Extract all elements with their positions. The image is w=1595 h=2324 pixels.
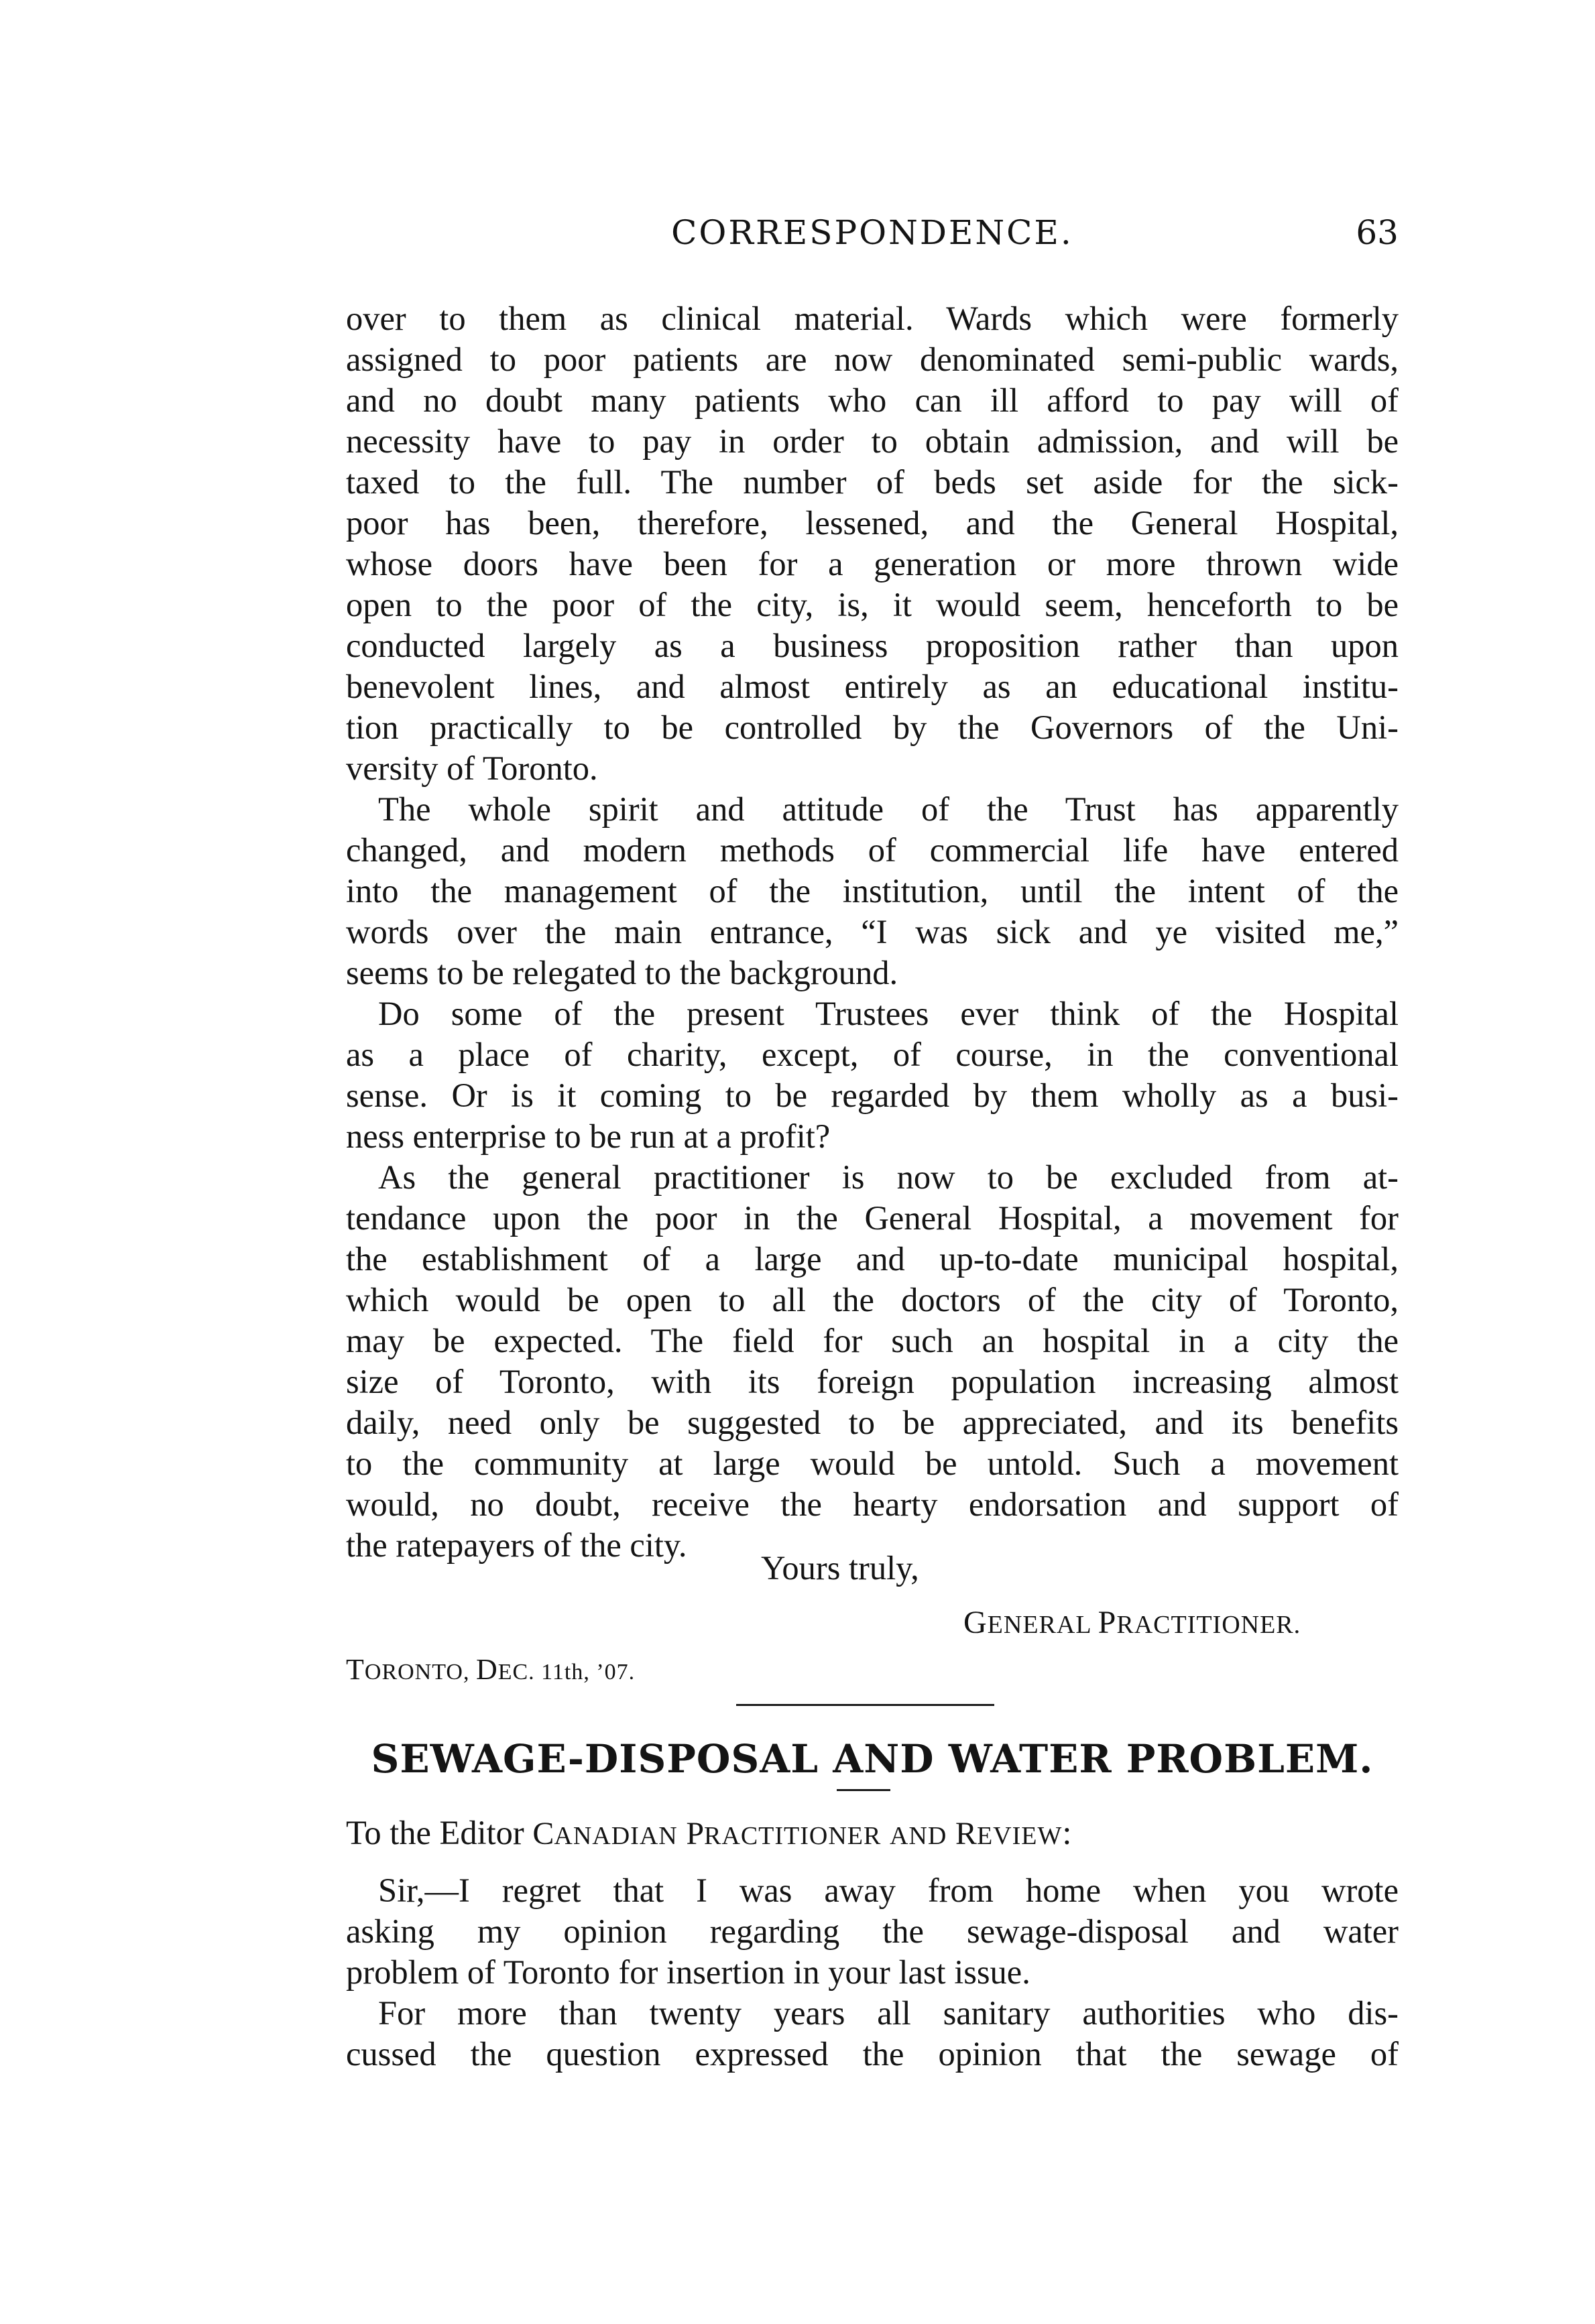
heading-underline xyxy=(837,1789,890,1791)
signature-word: RACTITIONER. xyxy=(1116,1611,1301,1639)
text-line: whose doors have been for a generation or more thrown wide xyxy=(346,545,1399,583)
paragraph-start: Do some of the present Trustees ever think of the Hospital xyxy=(378,995,1399,1032)
salutation-word: ANADIAN xyxy=(554,1822,678,1850)
text-line: assigned to poor patients are now denominated semi-public wards, xyxy=(346,341,1399,378)
text-line: tion practically to be controlled by the Governors of the Uni- xyxy=(346,709,1399,746)
text-line: poor has been, therefore, lessened, and the General Hospital, xyxy=(346,504,1399,542)
letter-closing: Yours truly, xyxy=(761,1549,919,1587)
salutation-initial: C xyxy=(532,1816,554,1851)
paragraph-start: For more than twenty years all sanitary authorities who dis- xyxy=(378,1994,1399,2032)
text-line: may be expected. The field for such an hospital in a city the xyxy=(346,1322,1399,1359)
dateline-initial: D xyxy=(475,1653,498,1686)
running-head xyxy=(346,213,1399,260)
text-line: benevolent lines, and almost entirely as an educational institu- xyxy=(346,668,1399,705)
text-line: and no doubt many patients who can ill afford to pay will of xyxy=(346,381,1399,419)
text-line: open to the poor of the city, is, it would seem, henceforth to be xyxy=(346,586,1399,623)
text-line: ness enterprise to be run at a profit? xyxy=(346,1117,831,1155)
letter-signature xyxy=(963,1604,1301,1641)
text-line: to the community at large would be untold. Such a movement xyxy=(346,1445,1399,1482)
salutation-word: EVIEW xyxy=(976,1822,1063,1850)
text-line: the establishment of a large and up-to-date municipal hospital, xyxy=(346,1240,1399,1278)
signature-initial: G xyxy=(963,1605,988,1640)
salutation-initial: P xyxy=(686,1816,705,1851)
text-line: changed, and modern methods of commercial life have entered xyxy=(346,831,1399,869)
salutation-prefix: To the Editor xyxy=(346,1814,533,1851)
dateline-month: EC. xyxy=(497,1660,535,1685)
salutation-suffix: : xyxy=(1062,1814,1072,1851)
text-line: sense. Or is it coming to be regarded by them wholly as a busi- xyxy=(346,1077,1399,1114)
salutation-word: RACTITIONER xyxy=(704,1822,882,1850)
salutation-initial: R xyxy=(955,1816,977,1851)
section-heading: SEWAGE-DISPOSAL AND WATER PROBLEM. xyxy=(371,1736,1374,1782)
page-number: 63 xyxy=(1356,213,1399,252)
letter-body xyxy=(346,298,1399,1566)
letter-dateline xyxy=(346,1652,635,1687)
section-divider xyxy=(736,1704,994,1706)
salutation xyxy=(346,1813,1071,1852)
text-line: size of Toronto, with its foreign population increasing almost xyxy=(346,1363,1399,1400)
salutation-word: AND xyxy=(889,1822,947,1850)
text-line: daily, need only be suggested to be appreciated, and its benefits xyxy=(346,1404,1399,1441)
text-line: versity of Toronto. xyxy=(346,749,598,787)
dateline-place: ORONTO, xyxy=(364,1660,470,1685)
text-line: into the management of the institution, until the intent of the xyxy=(346,872,1399,910)
text-line: over to them as clinical material. Wards which were formerly xyxy=(346,300,1399,337)
text-line: cussed the question expressed the opinion that the sewage of xyxy=(346,2035,1399,2073)
second-letter-body xyxy=(346,1870,1399,2075)
text-line: words over the main entrance, “I was sick and ye visited me,” xyxy=(346,913,1399,951)
paragraph-start: Sir,—I regret that I was away from home when you wrote xyxy=(378,1872,1399,1909)
signature-initial: P xyxy=(1098,1605,1117,1640)
text-line: tendance upon the poor in the General Hospital, a movement for xyxy=(346,1199,1399,1237)
text-line: conducted largely as a business proposition rather than upon xyxy=(346,627,1399,664)
text-line: asking my opinion regarding the sewage-disposal and water xyxy=(346,1912,1399,1950)
text-line: seems to be relegated to the background. xyxy=(346,954,898,991)
paragraph-start: As the general practitioner is now to be excluded from at- xyxy=(378,1158,1399,1196)
running-title: CORRESPONDENCE. xyxy=(671,213,1073,252)
text-line: taxed to the full. The number of beds set aside for the sick- xyxy=(346,463,1399,501)
paragraph-start: The whole spirit and attitude of the Trust has apparently xyxy=(378,790,1399,828)
dateline-initial: T xyxy=(346,1653,365,1686)
text-line: problem of Toronto for insertion in your last issue. xyxy=(346,1953,1030,1991)
dateline-day: 11th, ’07. xyxy=(541,1660,636,1685)
text-line: which would be open to all the doctors of the city of Toronto, xyxy=(346,1281,1399,1319)
signature-word: ENERAL xyxy=(987,1611,1091,1639)
text-line: necessity have to pay in order to obtain admission, and will be xyxy=(346,422,1399,460)
text-line: as a place of charity, except, of course, in the conventional xyxy=(346,1036,1399,1073)
text-line: would, no doubt, receive the hearty endorsation and support of xyxy=(346,1485,1399,1523)
text-line: the ratepayers of the city. xyxy=(346,1526,687,1564)
